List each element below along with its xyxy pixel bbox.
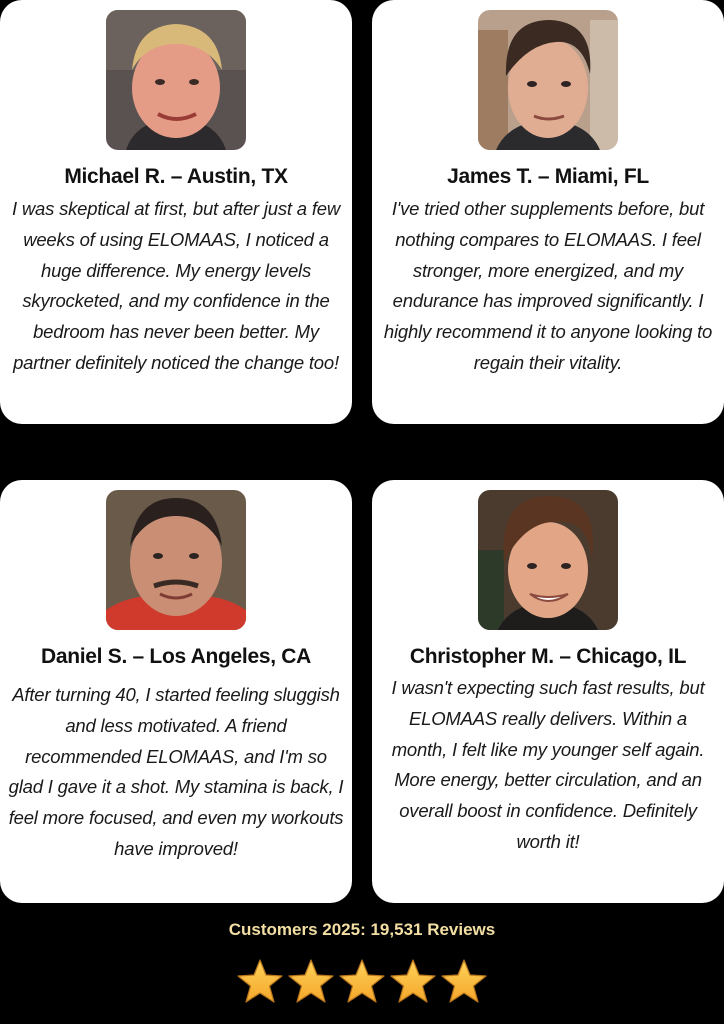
customer-name: James T. – Miami, FL <box>447 165 649 188</box>
star-icon <box>440 958 488 1006</box>
star-icon <box>338 958 386 1006</box>
star-rating <box>236 958 488 1006</box>
testimonial-quote: I was skeptical at first, but after just a few weeks of using ELOMAAS, I noticed a huge difference. My energy levels skyrocketed, and my confidence in the bedroom has never been better. My partner definitely noticed the change too! <box>11 198 341 373</box>
testimonial-quote: I've tried other supplements before, but nothing compares to ELOMAAS. I feel stronger, more energized, and my endurance has improved significantly. I highly recommend it to anyone looking to regain their vitality. <box>383 198 713 373</box>
testimonial-quote: After turning 40, I started feeling sluggish and less motivated. A friend recommended ELOMAAS, and I'm so glad I gave it a shot. My stamina is back, I feel more focused, and even my workouts have improved! <box>8 684 344 859</box>
customer-photo-icon <box>478 490 618 630</box>
star-icon <box>389 958 437 1006</box>
star-icon <box>287 958 335 1006</box>
customer-name: Daniel S. – Los Angeles, CA <box>40 645 312 668</box>
testimonial-card <box>0 480 352 903</box>
testimonial-card <box>372 480 724 903</box>
review-summary: Customers 2025: 19,531 Reviews <box>228 920 496 939</box>
customer-photo-icon <box>478 10 618 150</box>
star-icon <box>236 958 284 1006</box>
customer-name: Christopher M. – Chicago, IL <box>409 645 687 668</box>
customer-photo-icon <box>106 10 246 150</box>
customer-name: Michael R. – Austin, TX <box>64 165 288 188</box>
testimonial-quote: I wasn't expecting such fast results, but ELOMAAS really delivers. Within a month, I felt like my younger self again. More energy, better circulation, and an overall boost in confidence. Definitely worth it! <box>391 677 705 852</box>
testimonial-card <box>0 0 352 424</box>
customer-photo-icon <box>106 490 246 630</box>
testimonial-card <box>372 0 724 424</box>
